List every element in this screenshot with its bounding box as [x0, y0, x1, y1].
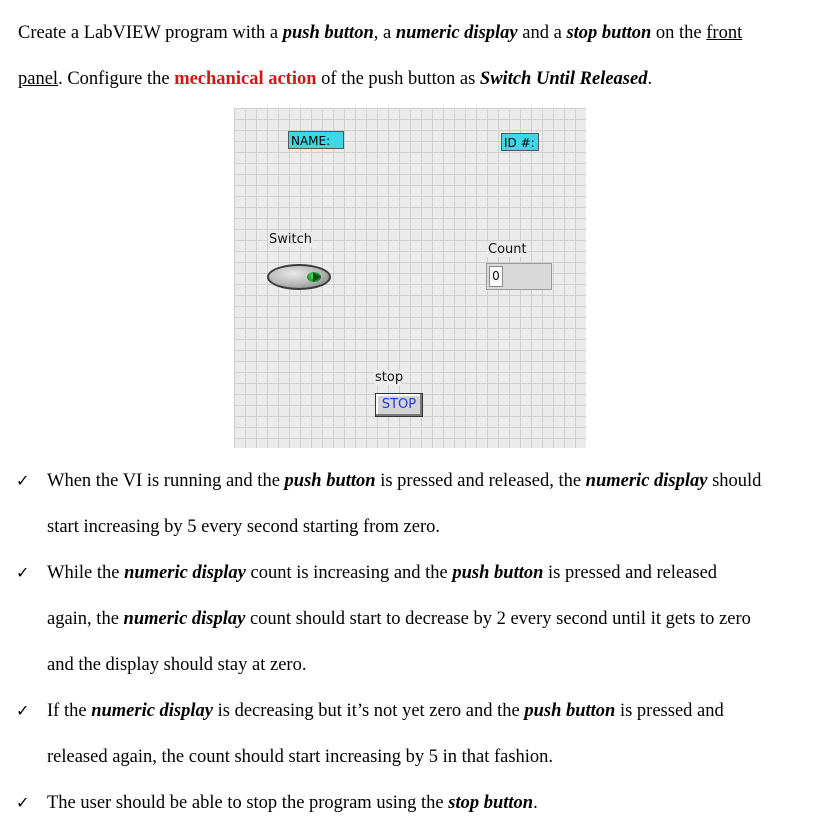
id-tag: ID #:	[501, 133, 539, 151]
req-push-button-term: push button	[284, 471, 376, 491]
intro-text: of the push button as	[316, 69, 480, 89]
requirement-2-line-3: and the display should stay at zero.	[47, 655, 307, 675]
intro-line-1	[18, 10, 818, 56]
requirement-item-3	[16, 688, 816, 780]
intro-numeric-display-term: numeric display	[395, 23, 518, 43]
intro-line-2	[18, 56, 818, 102]
checkmark-icon: ✓	[16, 471, 30, 490]
req-text-segment: again, the	[47, 609, 124, 629]
req-text-segment: .	[533, 793, 538, 813]
intro-mechanical-action-term: mechanical action	[174, 69, 317, 89]
stop-button[interactable]: STOP	[375, 393, 423, 417]
requirement-1-line-1	[47, 458, 816, 504]
switch-label: Switch	[269, 232, 312, 247]
req-text-segment: While the	[47, 563, 125, 583]
requirement-2-line-2	[47, 596, 816, 642]
checkmark-icon: ✓	[16, 563, 30, 582]
count-value: 0	[489, 266, 503, 287]
requirement-4-line-1	[47, 780, 816, 826]
req-stop-button-term: stop button	[448, 793, 534, 813]
req-numeric-display-term: numeric display	[585, 471, 708, 491]
switch-arrow-icon	[313, 272, 321, 282]
req-text-segment: is pressed and released	[543, 563, 718, 583]
intro-text: , a	[373, 23, 396, 43]
intro-text: and a	[517, 23, 567, 43]
intro-paragraph	[18, 10, 818, 102]
intro-panel-underlined: panel	[18, 69, 59, 89]
stop-label: stop	[375, 370, 404, 385]
checkmark-icon: ✓	[16, 701, 30, 720]
req-text-segment: If the	[47, 701, 92, 721]
req-numeric-display-term: numeric display	[91, 701, 213, 721]
req-text	[47, 458, 761, 504]
req-text-segment: is pressed and	[615, 701, 724, 721]
req-text-segment: count should start to decrease by 2 every second until it gets to zero	[245, 609, 751, 629]
intro-text: Create a LabVIEW program with a	[18, 23, 283, 43]
intro-text: .	[647, 69, 653, 89]
requirement-item-2	[16, 550, 816, 688]
count-label: Count	[488, 242, 527, 257]
req-push-button-term: push button	[524, 701, 616, 721]
requirements-list	[16, 458, 816, 826]
req-text-segment: is decreasing but it’s not yet zero and the	[212, 701, 525, 721]
intro-text: . Configure the	[58, 69, 175, 89]
req-numeric-display-term: numeric display	[123, 609, 246, 629]
requirement-3-line-2: released again, the count should start increasing by 5 in that fashion.	[47, 747, 554, 767]
req-text-segment: count is increasing and the	[245, 563, 453, 583]
name-tag: NAME:	[288, 131, 344, 149]
intro-text: on the	[651, 23, 707, 43]
req-numeric-display-term: numeric display	[124, 563, 246, 583]
intro-front-underlined: front	[706, 23, 743, 43]
requirement-3-line-1	[47, 688, 816, 734]
intro-switch-until-released-term: Switch Until Released	[479, 69, 648, 89]
intro-push-button-term: push button	[282, 23, 374, 43]
switch-push-button[interactable]	[267, 264, 331, 290]
requirement-2-line-1	[47, 550, 816, 596]
req-text-segment: The user should be able to stop the program using the	[47, 793, 449, 813]
labview-front-panel	[234, 108, 586, 448]
requirement-item-4	[16, 780, 816, 826]
req-push-button-term: push button	[452, 563, 544, 583]
checkmark-icon: ✓	[16, 793, 30, 812]
requirement-item-1	[16, 458, 816, 550]
req-text-segment: When the VI is running and the	[47, 471, 285, 491]
requirement-1-line-2: start increasing by 5 every second starting from zero.	[47, 517, 440, 537]
intro-stop-button-term: stop button	[566, 23, 652, 43]
count-numeric-indicator	[486, 263, 552, 290]
req-text-segment: should	[707, 471, 762, 491]
req-text-segment: is pressed and released, the	[375, 471, 586, 491]
